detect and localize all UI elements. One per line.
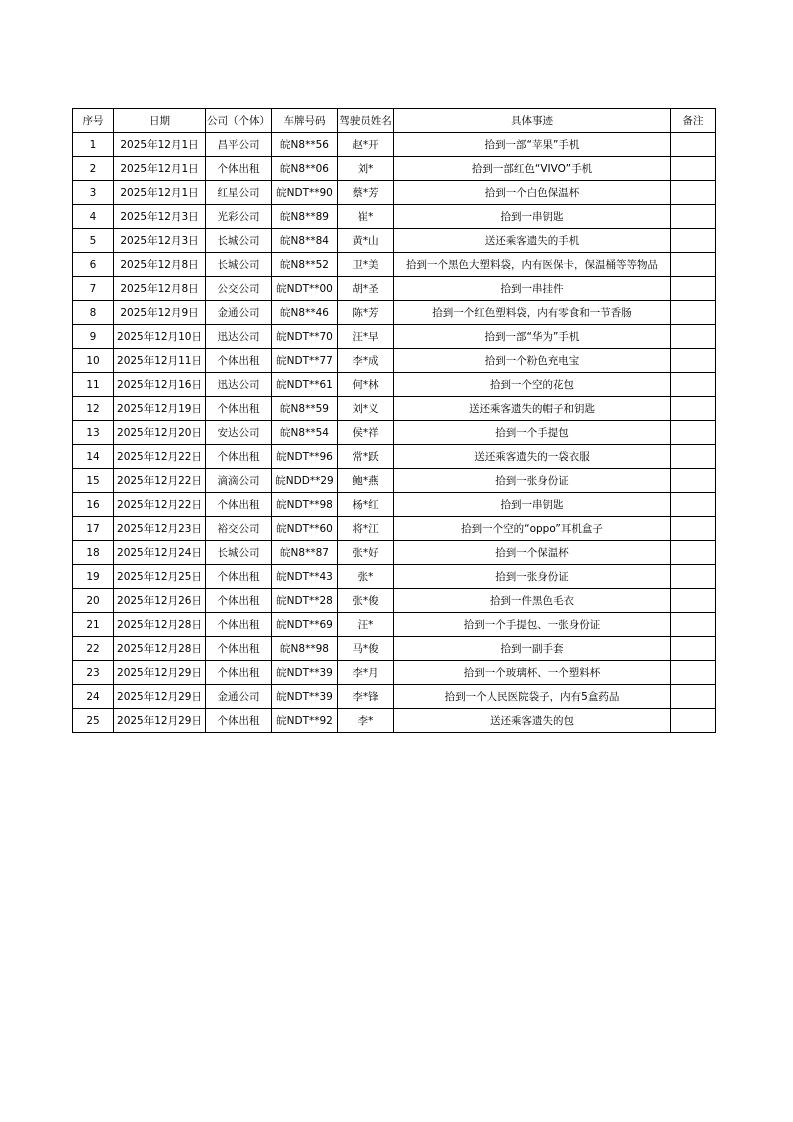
cell-detail: 拾到一张身份证 (394, 469, 671, 493)
cell-plate: 皖NDT**28 (272, 589, 338, 613)
cell-remark (671, 445, 716, 469)
cell-company: 公交公司 (206, 277, 272, 301)
cell-date: 2025年12月22日 (114, 445, 206, 469)
table-row (73, 445, 716, 469)
cell-no: 21 (73, 613, 114, 637)
cell-remark (671, 637, 716, 661)
cell-plate: 皖N8**89 (272, 205, 338, 229)
cell-remark (671, 229, 716, 253)
cell-detail: 拾到一个手提包 (394, 421, 671, 445)
cell-date: 2025年12月1日 (114, 181, 206, 205)
cell-company: 裕交公司 (206, 517, 272, 541)
table-row (73, 157, 716, 181)
table-row (73, 253, 716, 277)
cell-date: 2025年12月19日 (114, 397, 206, 421)
cell-plate: 皖NDT**39 (272, 685, 338, 709)
cell-date: 2025年12月10日 (114, 325, 206, 349)
cell-remark (671, 181, 716, 205)
cell-driver: 蔡*芳 (338, 181, 394, 205)
table-row (73, 277, 716, 301)
cell-remark (671, 613, 716, 637)
cell-company: 迅达公司 (206, 325, 272, 349)
cell-plate: 皖NDT**61 (272, 373, 338, 397)
cell-driver: 何*林 (338, 373, 394, 397)
cell-no: 4 (73, 205, 114, 229)
cell-driver: 汪*早 (338, 325, 394, 349)
cell-date: 2025年12月3日 (114, 205, 206, 229)
cell-driver: 马*俊 (338, 637, 394, 661)
header-company: 公司（个体） (206, 109, 272, 133)
cell-date: 2025年12月29日 (114, 661, 206, 685)
cell-remark (671, 589, 716, 613)
header-date: 日期 (114, 109, 206, 133)
cell-remark (671, 565, 716, 589)
cell-driver: 李* (338, 709, 394, 733)
cell-detail: 送还乘客遗失的一袋衣服 (394, 445, 671, 469)
cell-plate: 皖NDT**90 (272, 181, 338, 205)
cell-plate: 皖NDT**98 (272, 493, 338, 517)
cell-no: 6 (73, 253, 114, 277)
cell-company: 长城公司 (206, 253, 272, 277)
cell-no: 11 (73, 373, 114, 397)
cell-detail: 拾到一个白色保温杯 (394, 181, 671, 205)
cell-company: 个体出租 (206, 349, 272, 373)
cell-remark (671, 685, 716, 709)
cell-detail: 拾到一个手提包、一张身份证 (394, 613, 671, 637)
table-row (73, 517, 716, 541)
cell-date: 2025年12月24日 (114, 541, 206, 565)
cell-driver: 李*月 (338, 661, 394, 685)
cell-company: 滴滴公司 (206, 469, 272, 493)
cell-driver: 张*好 (338, 541, 394, 565)
cell-driver: 鲍*燕 (338, 469, 394, 493)
cell-driver: 李*成 (338, 349, 394, 373)
cell-company: 个体出租 (206, 589, 272, 613)
cell-no: 19 (73, 565, 114, 589)
cell-remark (671, 493, 716, 517)
cell-plate: 皖NDD**29 (272, 469, 338, 493)
cell-driver: 胡*圣 (338, 277, 394, 301)
cell-no: 13 (73, 421, 114, 445)
cell-date: 2025年12月11日 (114, 349, 206, 373)
table-body (73, 133, 716, 733)
cell-date: 2025年12月22日 (114, 469, 206, 493)
table-row (73, 469, 716, 493)
cell-plate: 皖NDT**39 (272, 661, 338, 685)
cell-company: 光彩公司 (206, 205, 272, 229)
cell-driver: 刘* (338, 157, 394, 181)
cell-driver: 刘*义 (338, 397, 394, 421)
cell-plate: 皖N8**54 (272, 421, 338, 445)
cell-date: 2025年12月29日 (114, 709, 206, 733)
table-row (73, 493, 716, 517)
cell-company: 安达公司 (206, 421, 272, 445)
table-row (73, 589, 716, 613)
table-row (73, 613, 716, 637)
cell-no: 8 (73, 301, 114, 325)
cell-no: 7 (73, 277, 114, 301)
table-row (73, 397, 716, 421)
cell-remark (671, 421, 716, 445)
cell-company: 个体出租 (206, 661, 272, 685)
cell-detail: 拾到一个空的“oppo”耳机盒子 (394, 517, 671, 541)
cell-remark (671, 469, 716, 493)
table-row (73, 229, 716, 253)
cell-company: 个体出租 (206, 445, 272, 469)
cell-driver: 将*江 (338, 517, 394, 541)
cell-remark (671, 157, 716, 181)
cell-no: 16 (73, 493, 114, 517)
cell-date: 2025年12月26日 (114, 589, 206, 613)
header-row (73, 109, 716, 133)
cell-detail: 送还乘客遗失的包 (394, 709, 671, 733)
cell-company: 长城公司 (206, 229, 272, 253)
cell-remark (671, 277, 716, 301)
cell-company: 长城公司 (206, 541, 272, 565)
cell-company: 个体出租 (206, 493, 272, 517)
cell-company: 个体出租 (206, 565, 272, 589)
cell-company: 个体出租 (206, 709, 272, 733)
table-row (73, 709, 716, 733)
cell-plate: 皖NDT**43 (272, 565, 338, 589)
cell-detail: 拾到一个空的花包 (394, 373, 671, 397)
cell-plate: 皖NDT**92 (272, 709, 338, 733)
cell-no: 2 (73, 157, 114, 181)
cell-company: 迅达公司 (206, 373, 272, 397)
table-row (73, 181, 716, 205)
cell-company: 昌平公司 (206, 133, 272, 157)
cell-remark (671, 397, 716, 421)
lost-and-found-table (72, 108, 716, 733)
cell-company: 个体出租 (206, 157, 272, 181)
cell-driver: 卫*美 (338, 253, 394, 277)
cell-date: 2025年12月25日 (114, 565, 206, 589)
cell-company: 个体出租 (206, 637, 272, 661)
cell-no: 24 (73, 685, 114, 709)
cell-no: 23 (73, 661, 114, 685)
cell-plate: 皖N8**87 (272, 541, 338, 565)
cell-detail: 拾到一串钥匙 (394, 493, 671, 517)
cell-date: 2025年12月8日 (114, 277, 206, 301)
cell-date: 2025年12月23日 (114, 517, 206, 541)
cell-date: 2025年12月16日 (114, 373, 206, 397)
cell-no: 9 (73, 325, 114, 349)
cell-no: 3 (73, 181, 114, 205)
cell-driver: 汪* (338, 613, 394, 637)
cell-date: 2025年12月22日 (114, 493, 206, 517)
cell-detail: 拾到一部“华为”手机 (394, 325, 671, 349)
header-remark: 备注 (671, 109, 716, 133)
cell-remark (671, 325, 716, 349)
cell-no: 5 (73, 229, 114, 253)
cell-plate: 皖NDT**69 (272, 613, 338, 637)
table-row (73, 205, 716, 229)
cell-detail: 拾到一个人民医院袋子，内有5盒药品 (394, 685, 671, 709)
cell-plate: 皖N8**59 (272, 397, 338, 421)
cell-detail: 拾到一张身份证 (394, 565, 671, 589)
cell-no: 22 (73, 637, 114, 661)
cell-plate: 皖N8**98 (272, 637, 338, 661)
cell-detail: 拾到一串钥匙 (394, 205, 671, 229)
header-plate: 车牌号码 (272, 109, 338, 133)
cell-driver: 杨*红 (338, 493, 394, 517)
cell-no: 10 (73, 349, 114, 373)
cell-detail: 拾到一部红色“VIVO”手机 (394, 157, 671, 181)
cell-plate: 皖NDT**00 (272, 277, 338, 301)
cell-date: 2025年12月9日 (114, 301, 206, 325)
cell-date: 2025年12月28日 (114, 637, 206, 661)
cell-date: 2025年12月8日 (114, 253, 206, 277)
cell-driver: 赵*开 (338, 133, 394, 157)
cell-date: 2025年12月1日 (114, 157, 206, 181)
cell-driver: 张* (338, 565, 394, 589)
cell-remark (671, 133, 716, 157)
table-row (73, 421, 716, 445)
cell-detail: 拾到一个红色塑料袋，内有零食和一节香肠 (394, 301, 671, 325)
cell-plate: 皖NDT**70 (272, 325, 338, 349)
cell-driver: 侯*祥 (338, 421, 394, 445)
table-row (73, 565, 716, 589)
cell-company: 红星公司 (206, 181, 272, 205)
cell-no: 1 (73, 133, 114, 157)
cell-driver: 黄*山 (338, 229, 394, 253)
cell-driver: 常*跃 (338, 445, 394, 469)
cell-driver: 李*锋 (338, 685, 394, 709)
cell-plate: 皖N8**46 (272, 301, 338, 325)
cell-plate: 皖N8**06 (272, 157, 338, 181)
cell-detail: 拾到一串挂件 (394, 277, 671, 301)
cell-no: 17 (73, 517, 114, 541)
cell-company: 个体出租 (206, 397, 272, 421)
cell-detail: 送还乘客遗失的帽子和钥匙 (394, 397, 671, 421)
cell-no: 25 (73, 709, 114, 733)
cell-plate: 皖N8**56 (272, 133, 338, 157)
table-row (73, 373, 716, 397)
cell-detail: 拾到一个玻璃杯、一个塑料杯 (394, 661, 671, 685)
cell-date: 2025年12月29日 (114, 685, 206, 709)
cell-company: 金通公司 (206, 685, 272, 709)
cell-remark (671, 205, 716, 229)
cell-no: 12 (73, 397, 114, 421)
cell-driver: 张*俊 (338, 589, 394, 613)
cell-plate: 皖NDT**60 (272, 517, 338, 541)
cell-no: 15 (73, 469, 114, 493)
cell-plate: 皖NDT**77 (272, 349, 338, 373)
cell-driver: 崔* (338, 205, 394, 229)
cell-plate: 皖N8**52 (272, 253, 338, 277)
header-driver: 驾驶员姓名 (338, 109, 394, 133)
table-row (73, 541, 716, 565)
cell-remark (671, 517, 716, 541)
table-header (73, 109, 716, 133)
cell-plate: 皖N8**84 (272, 229, 338, 253)
cell-date: 2025年12月3日 (114, 229, 206, 253)
cell-driver: 陈*芳 (338, 301, 394, 325)
cell-no: 14 (73, 445, 114, 469)
cell-detail: 拾到一个保温杯 (394, 541, 671, 565)
cell-remark (671, 373, 716, 397)
table-row (73, 133, 716, 157)
table-row (73, 349, 716, 373)
cell-company: 个体出租 (206, 613, 272, 637)
table-row (73, 325, 716, 349)
cell-detail: 拾到一部“苹果”手机 (394, 133, 671, 157)
cell-remark (671, 253, 716, 277)
cell-date: 2025年12月1日 (114, 133, 206, 157)
cell-detail: 拾到一件黑色毛衣 (394, 589, 671, 613)
table-row (73, 685, 716, 709)
cell-date: 2025年12月20日 (114, 421, 206, 445)
header-detail: 具体事迹 (394, 109, 671, 133)
cell-remark (671, 709, 716, 733)
cell-plate: 皖NDT**96 (272, 445, 338, 469)
cell-remark (671, 349, 716, 373)
cell-date: 2025年12月28日 (114, 613, 206, 637)
table-row (73, 661, 716, 685)
cell-remark (671, 541, 716, 565)
cell-no: 18 (73, 541, 114, 565)
table-row (73, 301, 716, 325)
cell-detail: 拾到一个粉色充电宝 (394, 349, 671, 373)
cell-detail: 送还乘客遗失的手机 (394, 229, 671, 253)
cell-no: 20 (73, 589, 114, 613)
cell-remark (671, 661, 716, 685)
table-row (73, 637, 716, 661)
cell-detail: 拾到一个黑色大塑料袋，内有医保卡，保温桶等等物品 (394, 253, 671, 277)
header-no: 序号 (73, 109, 114, 133)
cell-company: 金通公司 (206, 301, 272, 325)
cell-detail: 拾到一副手套 (394, 637, 671, 661)
cell-remark (671, 301, 716, 325)
